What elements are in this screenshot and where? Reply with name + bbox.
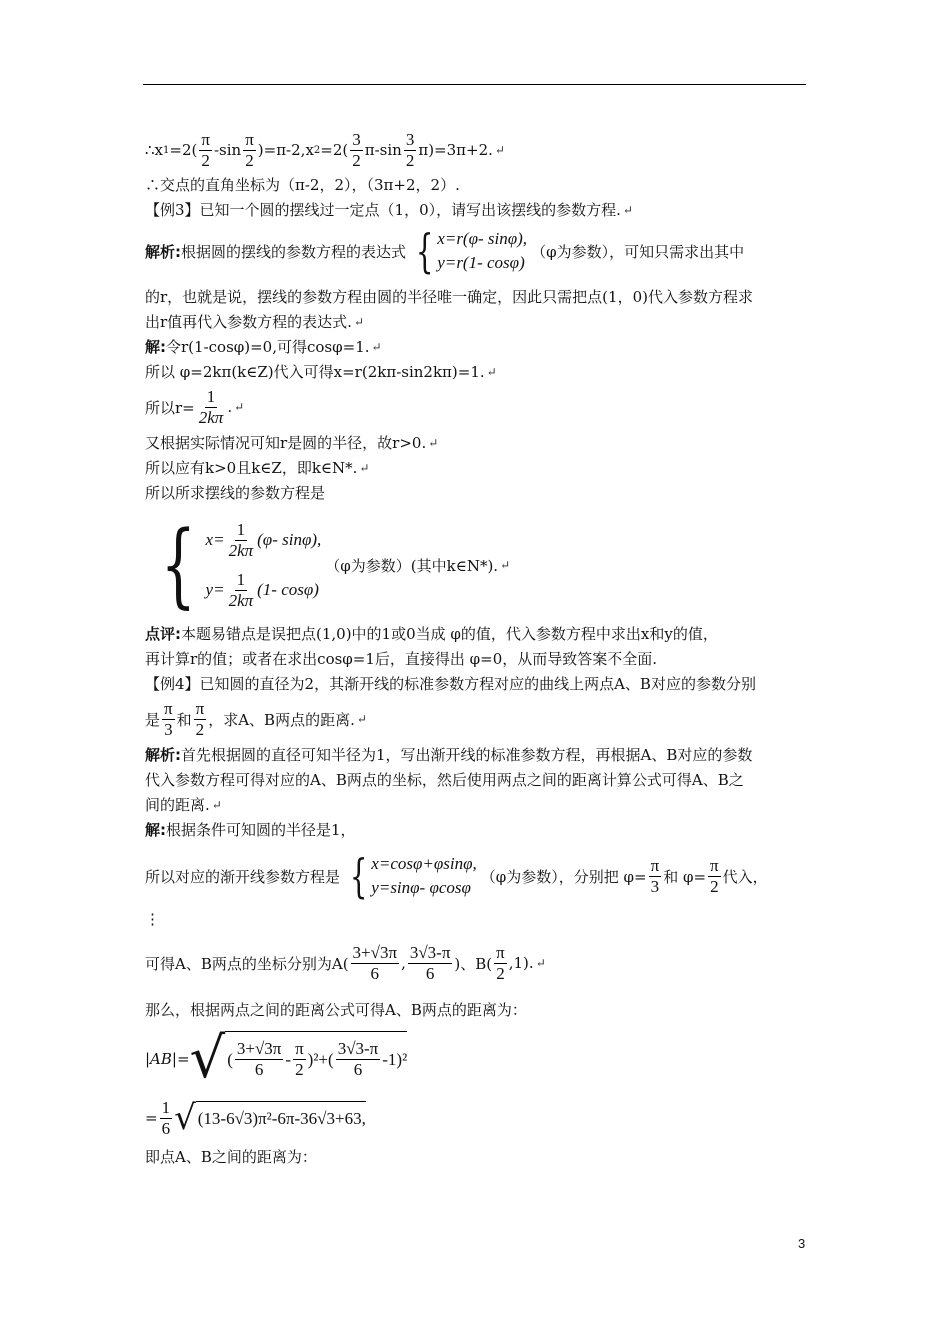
text: π)=3π+2. xyxy=(418,141,493,159)
fraction: $\frac{3+√3\pi}{6}$ xyxy=(352,942,398,983)
fraction: $\frac{\pi}{3}$ xyxy=(164,698,173,739)
fraction: $\frac{\pi}{2}$ xyxy=(496,942,505,983)
example-4-line-2: 是 $\frac{\pi}{3}$ 和 $\frac{\pi}{2}$ ，求A、B两点的距离. ↵ xyxy=(145,698,367,739)
paragraph-mark-icon: ↵ xyxy=(486,364,497,379)
text: -sin xyxy=(213,141,242,159)
text: （φ为参数），可知只需求出其中 xyxy=(531,242,745,261)
text: π-sin xyxy=(364,141,402,159)
return-mark-icon: ↵ xyxy=(353,314,365,329)
paragraph-mark-icon: ↵ xyxy=(359,460,370,475)
text-line: 所以所求摆线的参数方程是 xyxy=(145,484,326,502)
text-line: 出r值再代入参数方程的表达式. ↵ xyxy=(145,313,365,331)
fraction: $\frac{\pi}{3}$ xyxy=(650,855,660,896)
analysis-label: 解析: xyxy=(145,242,181,261)
paragraph-mark-icon: ↵ xyxy=(494,143,505,157)
sqrt: √ ( $\frac{3+√3\pi}{6}$ - $\frac{\pi}{2}$ )²+( $\frac{3√3-\pi}{6}$ -1)² xyxy=(189,1026,408,1091)
paragraph-mark-icon: ↵ xyxy=(234,400,245,414)
comment-label: 点评: xyxy=(145,625,181,643)
text: )=π-2,x xyxy=(257,141,314,159)
text-line: 即点A、B之间的距离为： xyxy=(145,1148,317,1166)
text-line: 的r，也就是说，摆线的参数方程由圆的半径唯一确定，因此只需把点(1，0)代入参数方程求 xyxy=(145,288,753,306)
text-line: 所以 φ=2kπ(k∈Z)代入可得x=r(2kπ-sin2kπ)=1. ↵ xyxy=(145,363,497,381)
fraction: $\frac{3}{2}$ xyxy=(352,129,361,170)
text: ∴x xyxy=(145,141,164,159)
cycloid-equation: { x= $\frac{1}{2k\pi}$ (φ- sinφ), y= $\frac{1}{2k\pi}$ (1- cosφ) （φ为参数）(其中k∈N*). ↵ xyxy=(145,509,810,621)
text: =2( xyxy=(169,141,198,159)
subscript: 2 xyxy=(313,144,321,156)
comment-line: 点评: 本题易错点是误把点(1,0)中的1或0当成 φ的值，代入参数方程中求出x和y的值， xyxy=(145,625,718,643)
fraction: $\frac{3}{2}$ xyxy=(405,129,415,170)
text-line: 再计算r的值；或者在求出cosφ=1后，直接得出 φ=0，从而导致答案不全面. xyxy=(145,650,658,668)
fraction: $\frac{\pi}{2}$ xyxy=(245,129,254,170)
solution-label: 解: xyxy=(145,821,166,839)
distance-result: = $\frac{1}{6}$ √ (13-6√3)π²-6π-36√3+63, xyxy=(145,1097,366,1138)
return-mark-icon: ↵ xyxy=(622,202,633,217)
analysis-line xyxy=(145,222,810,280)
paragraph-mark-icon: ↵ xyxy=(371,339,382,354)
eq-line-1 xyxy=(145,128,810,172)
return-mark-icon: ↵ xyxy=(500,558,511,572)
text: 根据圆的摆线的参数方程的表达式 xyxy=(181,242,407,261)
text-line: 代入参数方程可得对应的A、B两点的坐标，然后使用两点之间的距离计算公式可得A、B之 xyxy=(145,771,744,789)
paragraph-mark-icon: ↵ xyxy=(428,435,439,450)
fraction: $\frac{\pi}{2}$ xyxy=(201,129,210,170)
analysis-line: 解析: 首先根据圆的直径可知半径为1，写出渐开线的标准参数方程，再根据A、B对应的参数 xyxy=(145,746,753,764)
eq-line-r: 所以r= $\frac{1}{2k\pi}$ . ↵ xyxy=(145,386,245,427)
distance-formula: |AB|= √ ( $\frac{3+√3\pi}{6}$ - $\frac{\pi}{2}$ )²+( $\frac{3√3-\pi}{6}$ -1)² xyxy=(145,1026,408,1091)
example-3-title: 【例3】已知一个圆的摆线过一定点（1，0），请写出该摆线的参数方程. ↵ xyxy=(145,201,633,219)
example-4-title: 【例4】已知圆的直径为2，其渐开线的标准参数方程对应的曲线上两点A、B对应的参数分别 xyxy=(145,675,756,693)
fraction: $\frac{\pi}{2}$ xyxy=(710,855,719,896)
equation-system: { x=r(φ- sinφ), y=r(1- cosφ) xyxy=(415,224,528,278)
coordinates-line: 可得A、B两点的坐标分别为A( $\frac{3+√3\pi}{6}$ , $\frac{3√3-\pi}{6}$ )、B( $\frac{\pi}{2}$ ,1). ↵ xyxy=(145,942,546,983)
analysis-label: 解析: xyxy=(145,746,181,764)
solution-line: 解: 根据条件可知圆的半径是1， xyxy=(145,821,356,839)
fraction: $\frac{\pi}{2}$ xyxy=(195,698,205,739)
fraction: $\frac{1}{6}$ xyxy=(161,1097,171,1138)
equation-system: { x=cosφ+φsinφ, y=sinφ- φcosφ xyxy=(349,849,477,903)
involute-line: 所以对应的渐开线参数方程是 { x=cosφ+φsinφ, y=sinφ- φcosφ （φ为参数），分别把 φ= $\frac{\pi}{3}$ 和 φ= $\frac{\pi}{2}$ 代入， xyxy=(145,849,768,903)
text-line: 间的距离. ↵ xyxy=(145,796,222,814)
solution-line: 解: 令r(1-cosφ)=0,可得cosφ=1. ↵ xyxy=(145,338,382,356)
page-number: 3 xyxy=(798,1236,806,1251)
text-line: 又根据实际情况可知r是圆的半径，故r>0. ↵ xyxy=(145,434,439,452)
return-mark-icon: ↵ xyxy=(535,956,546,970)
document-body xyxy=(145,128,810,1169)
fraction: $\frac{1}{2k\pi}$ xyxy=(198,386,224,427)
text-line: 所以应有k>0且k∈Z，即k∈N*. ↵ xyxy=(145,459,370,477)
return-mark-icon: ↵ xyxy=(211,797,222,812)
solution-label: 解: xyxy=(145,338,166,356)
ellipsis: ⋮ xyxy=(145,909,160,928)
text-line: ∴交点的直角坐标为（π-2，2），（3π+2，2）. xyxy=(145,176,460,194)
fraction: $\frac{3√3-\pi}{6}$ xyxy=(409,942,451,983)
return-mark-icon: ↵ xyxy=(356,712,367,726)
header-rule xyxy=(143,84,806,85)
text: =2( xyxy=(320,141,349,159)
equation-system: { x= $\frac{1}{2k\pi}$ (φ- sinφ), y= $\frac{1}{2k\pi}$ (1- cosφ) xyxy=(160,511,322,618)
sqrt: √ (13-6√3)π²-6π-36√3+63, xyxy=(174,1098,366,1138)
text-line: 那么，根据两点之间的距离公式可得A、B两点的距离为： xyxy=(145,1001,527,1019)
subscript: 1 xyxy=(163,144,170,156)
